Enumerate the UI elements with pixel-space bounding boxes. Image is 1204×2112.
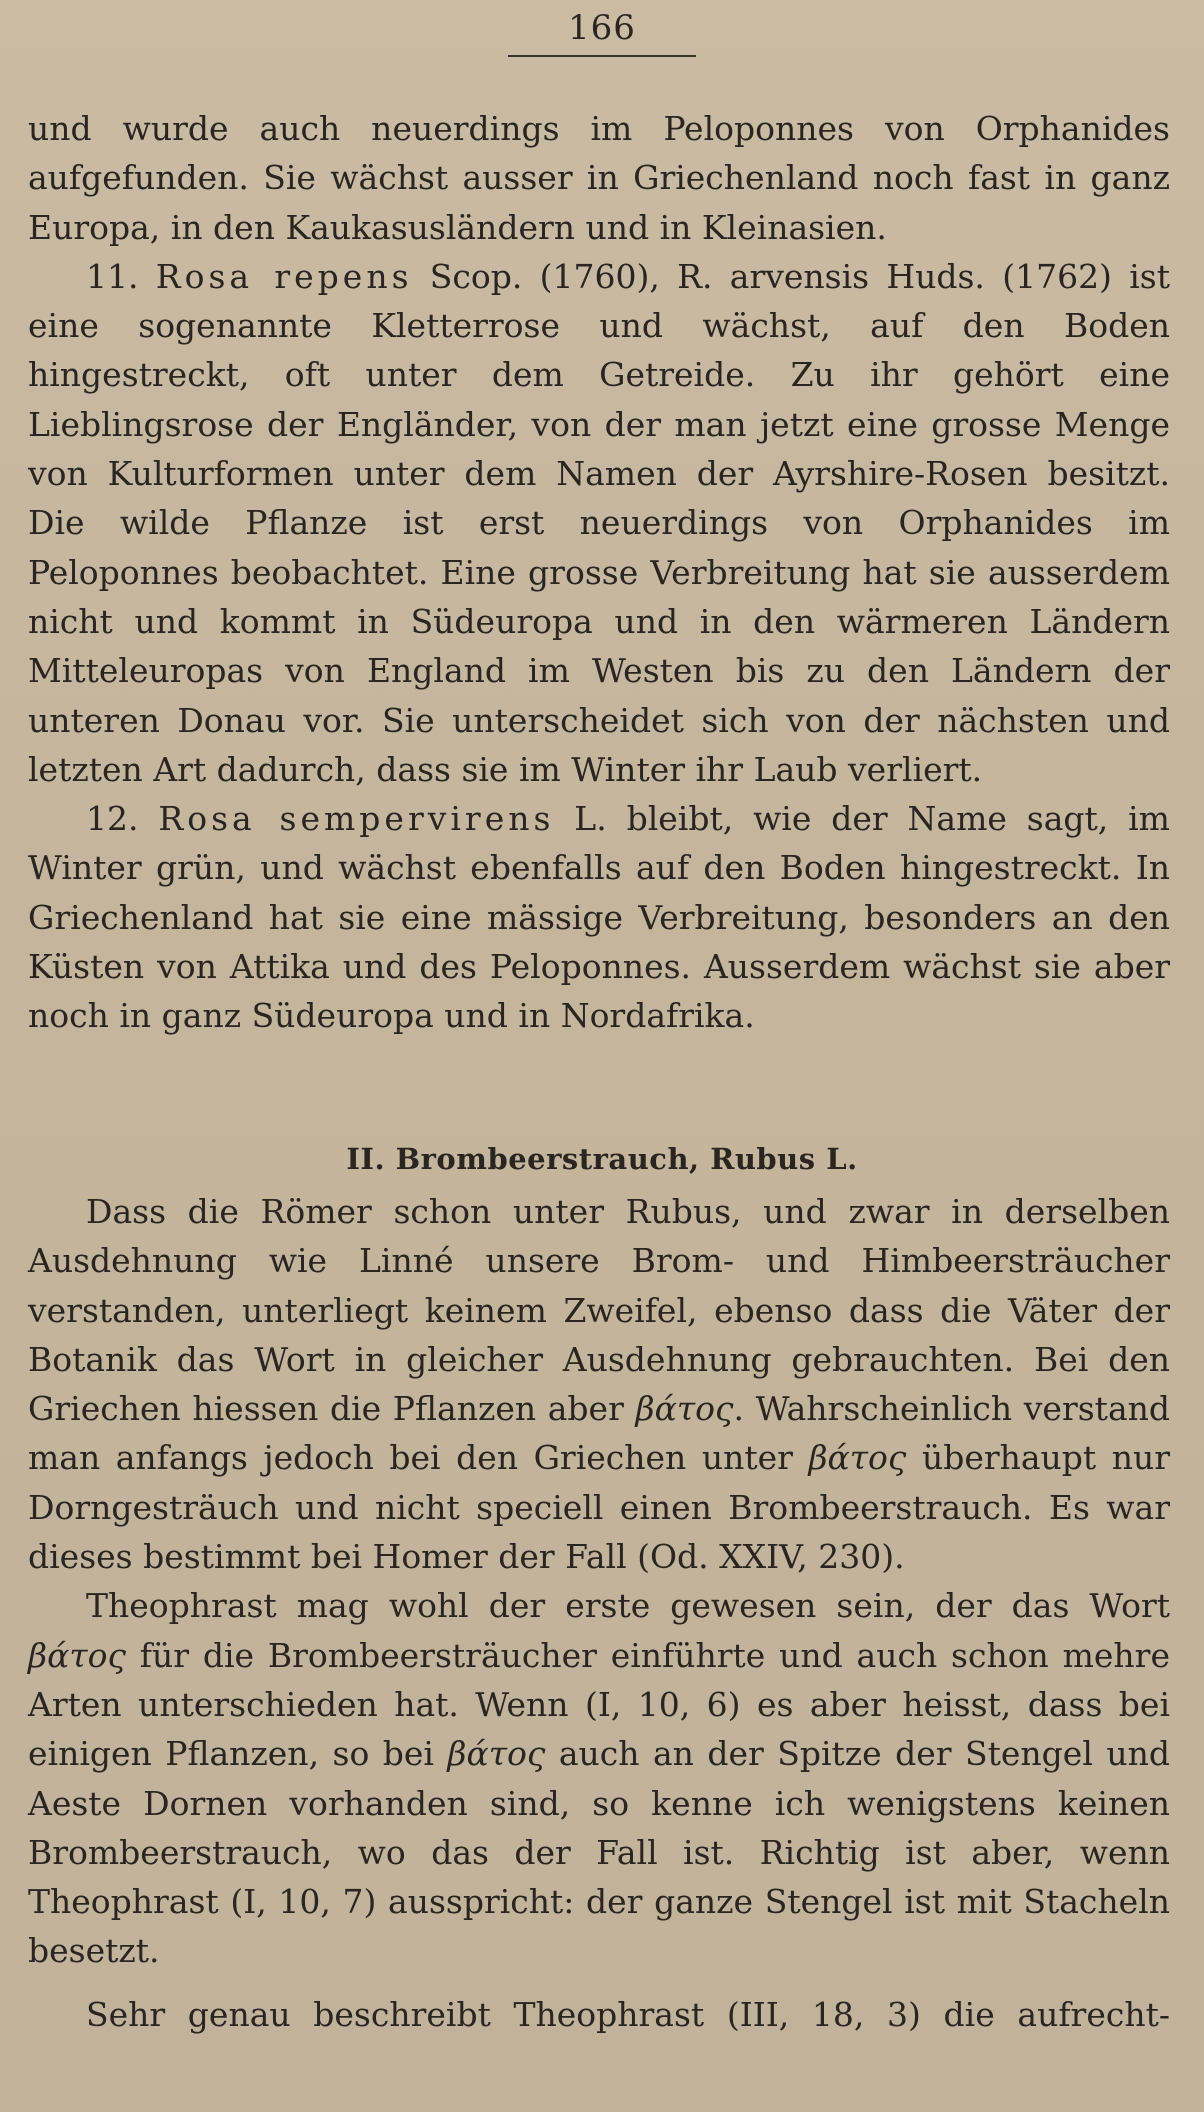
greek-word: βάτος: [808, 1438, 907, 1478]
text-block-bottom: [28, 1187, 1170, 2039]
paragraph-text: Scop. (1760), R. arvensis Huds. (1762) ist eine sogenannte Kletterrose und wächst, auf den Boden hingestreckt, oft unter dem Getreide. Zu ihr gehört eine Lieblingsrose der Engländer, von der man jetzt eine grosse Menge von Kulturformen unter dem Namen der Ayrshire-Rosen besitzt. Die wilde Pflanze ist erst neuerdings von Orphanides im Peloponnes beobachtet. Eine grosse Verbreitung hat sie ausserdem nicht und kommt in Südeuropa und in den wärmeren Ländern Mitteleuropas von England im Westen bis zu den Ländern der unteren Donau vor. Sie unterscheidet sich von der nächsten und letzten Art dadurch, dass sie im Winter ihr Laub verliert.: [28, 256, 1170, 789]
greek-word: βάτος: [447, 1734, 546, 1774]
species-name: Rosa repens: [155, 256, 413, 296]
paragraph-theophrast: [28, 1581, 1170, 1975]
paragraph-rubus-intro: [28, 1187, 1170, 1581]
paragraph-rosa-repens: [28, 252, 1170, 794]
greek-word: βάτος: [28, 1635, 126, 1675]
paragraph-text: L. bleibt, wie der Name sagt, im Winter grün, und wächst ebenfalls auf den Boden hingestreckt. In Griechenland hat sie eine mässige Verbreitung, besonders an den Küsten von Attika und des Peloponnes. Ausserdem wächst sie aber noch in ganz Südeuropa und in Nordafrika.: [28, 799, 1170, 1036]
paragraph-final: [28, 1990, 1170, 2039]
section-heading: II. Brombeerstrauch, Rubus L.: [346, 1142, 858, 1176]
paragraph-continuation: [28, 104, 1170, 252]
page-number: 166: [568, 8, 636, 48]
page-number-rule: [508, 55, 696, 57]
paragraph-rosa-sempervirens: [28, 794, 1170, 1040]
text-block-top: [28, 104, 1170, 1041]
paragraph-text: überhaupt nur Dorngesträuch und nicht speciell einen Brombeerstrauch. Es war dieses bestimmt bei Homer der Fall (Od. XXIV, 230).: [28, 1438, 1170, 1577]
paragraph-text: Dass die Römer schon unter Rubus, und zwar in derselben Ausdehnung wie Linné unsere Brom- und Himbeersträucher verstanden, unterliegt keinem Zweifel, ebenso dass die Väter der Botanik das Wort in gleicher Ausdehnung gebrauchten. Bei den Griechen hiessen die Pflanzen aber: [28, 1192, 1170, 1429]
paragraph-text: Theophrast mag wohl der erste gewesen sein, der das Wort: [86, 1586, 1170, 1626]
paragraph-text: . Wahrscheinlich verstand man anfangs jedoch bei den Griechen unter: [28, 1389, 1170, 1478]
paragraph-text: und wurde auch neuerdings im Peloponnes von Orphanides aufgefunden. Sie wächst ausser in Griechenland noch fast in ganz Europa, in den Kaukasusländern und in Kleinasien.: [28, 109, 1170, 247]
item-number: 11.: [86, 256, 139, 296]
item-number: 12.: [86, 799, 139, 839]
paragraph-text: für die Brombeersträucher einführte und auch schon mehre Arten unterschieden hat. Wenn (I, 10, 6) es aber heisst, dass bei einigen Pflanzen, so bei: [28, 1635, 1170, 1774]
greek-word: βάτος: [635, 1389, 734, 1429]
species-name: Rosa sempervirens: [158, 799, 555, 839]
paragraph-text: Sehr genau beschreibt Theophrast (III, 18, 3) die aufrecht-: [86, 1994, 1170, 2034]
paragraph-text: auch an der Spitze der Stengel und Aeste Dornen vorhanden sind, so kenne ich wenigstens keinen Brombeerstrauch, wo das der Fall ist. Richtig ist aber, wenn Theophrast (I, 10, 7) ausspricht: der ganze Stengel ist mit Stacheln besetzt.: [28, 1734, 1170, 1971]
